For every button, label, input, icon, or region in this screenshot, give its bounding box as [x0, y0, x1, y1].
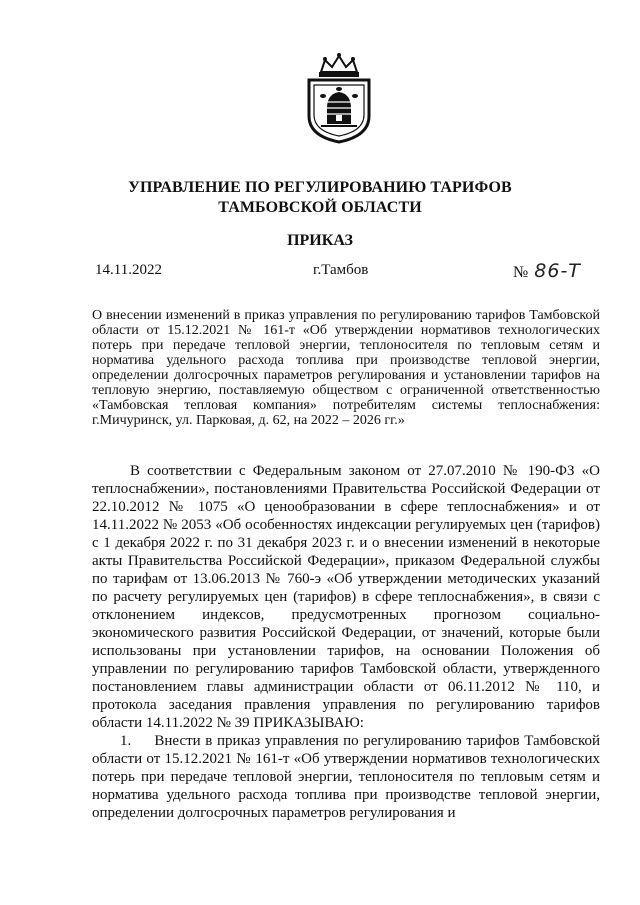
handwritten-number: 86-Т — [534, 260, 581, 282]
order-item-1: 1. Внести в приказ управления по регулированию тарифов Тамбовской области от 15.12.2021 № 161-т «Об утверждении нормативов технологических потерь при передаче тепловой энергии, теплоносителя по тепловым сетям и норматива удельного расхода топлива при производстве тепловой энергии, определении долгосрочных параметров регулирования и — [92, 733, 600, 821]
organization-name-line1: УПРАВЛЕНИЕ ПО РЕГУЛИРОВАНИЮ ТАРИФОВ — [128, 179, 512, 196]
document-city: г.Тамбов — [313, 262, 369, 278]
document-date: 14.11.2022 — [95, 262, 162, 278]
document-type-title: ПРИКАЗ — [287, 232, 353, 249]
organization-header — [0, 178, 640, 218]
document-subject: О внесении изменений в приказ управления по регулированию тарифов Тамбовской области от 15.12.2021 № 161-т «Об утверждении нормативов технологических потерь при передаче тепловой энергии, теплоносителя по тепловым сетям и норматива удельного расхода топлива при производстве тепловой энергии, определении долгосрочных параметров регулирования и установлении тарифов на тепловую энергию, поставляемую обществом с ограниченной ответственностью «Тамбовская тепловая компания» потребителям системы теплоснабжения: г.Мичуринск, ул. Парковая, д. 62, на 2022 – 2026 гг.» — [92, 308, 600, 428]
document-number — [513, 260, 581, 282]
organization-name-line2: ТАМБОВСКОЙ ОБЛАСТИ — [218, 199, 422, 216]
number-sign: № — [513, 264, 529, 281]
coat-of-arms-emblem — [299, 52, 379, 144]
document-body — [92, 462, 600, 822]
preamble-paragraph: В соответствии с Федеральным законом от 27.07.2010 № 190-ФЗ «О теплоснабжении», постановлениями Правительства Российской Федерации от 22.10.2012 № 1075 «О ценообразовании в сфере теплоснабжения» и от 14.11.2022 № 2053 «Об особенностях индексации регулируемых цен (тарифов) с 1 декабря 2022 г. по 31 декабря 2023 г. и о внесении изменений в некоторые акты Правительства Российской Федерации», приказом Федеральной службы по тарифам от 13.06.2013 № 760-э «Об утверждении методических указаний по расчету регулируемых цен (тарифов) в сфере теплоснабжения», в связи с отклонением индексов, предусмотренных прогнозом социально-экономического развития Российской Федерации, от значений, которые были использованы при установлении тарифов, на основании Положения об управлении по регулированию тарифов Тамбовской области, утвержденного постановлением главы администрации области от 06.11.2012 № 110, и протокола заседания правления управления по регулированию тарифов области 14.11.2022 № 39 ПРИКАЗЫВАЮ: — [92, 463, 600, 731]
